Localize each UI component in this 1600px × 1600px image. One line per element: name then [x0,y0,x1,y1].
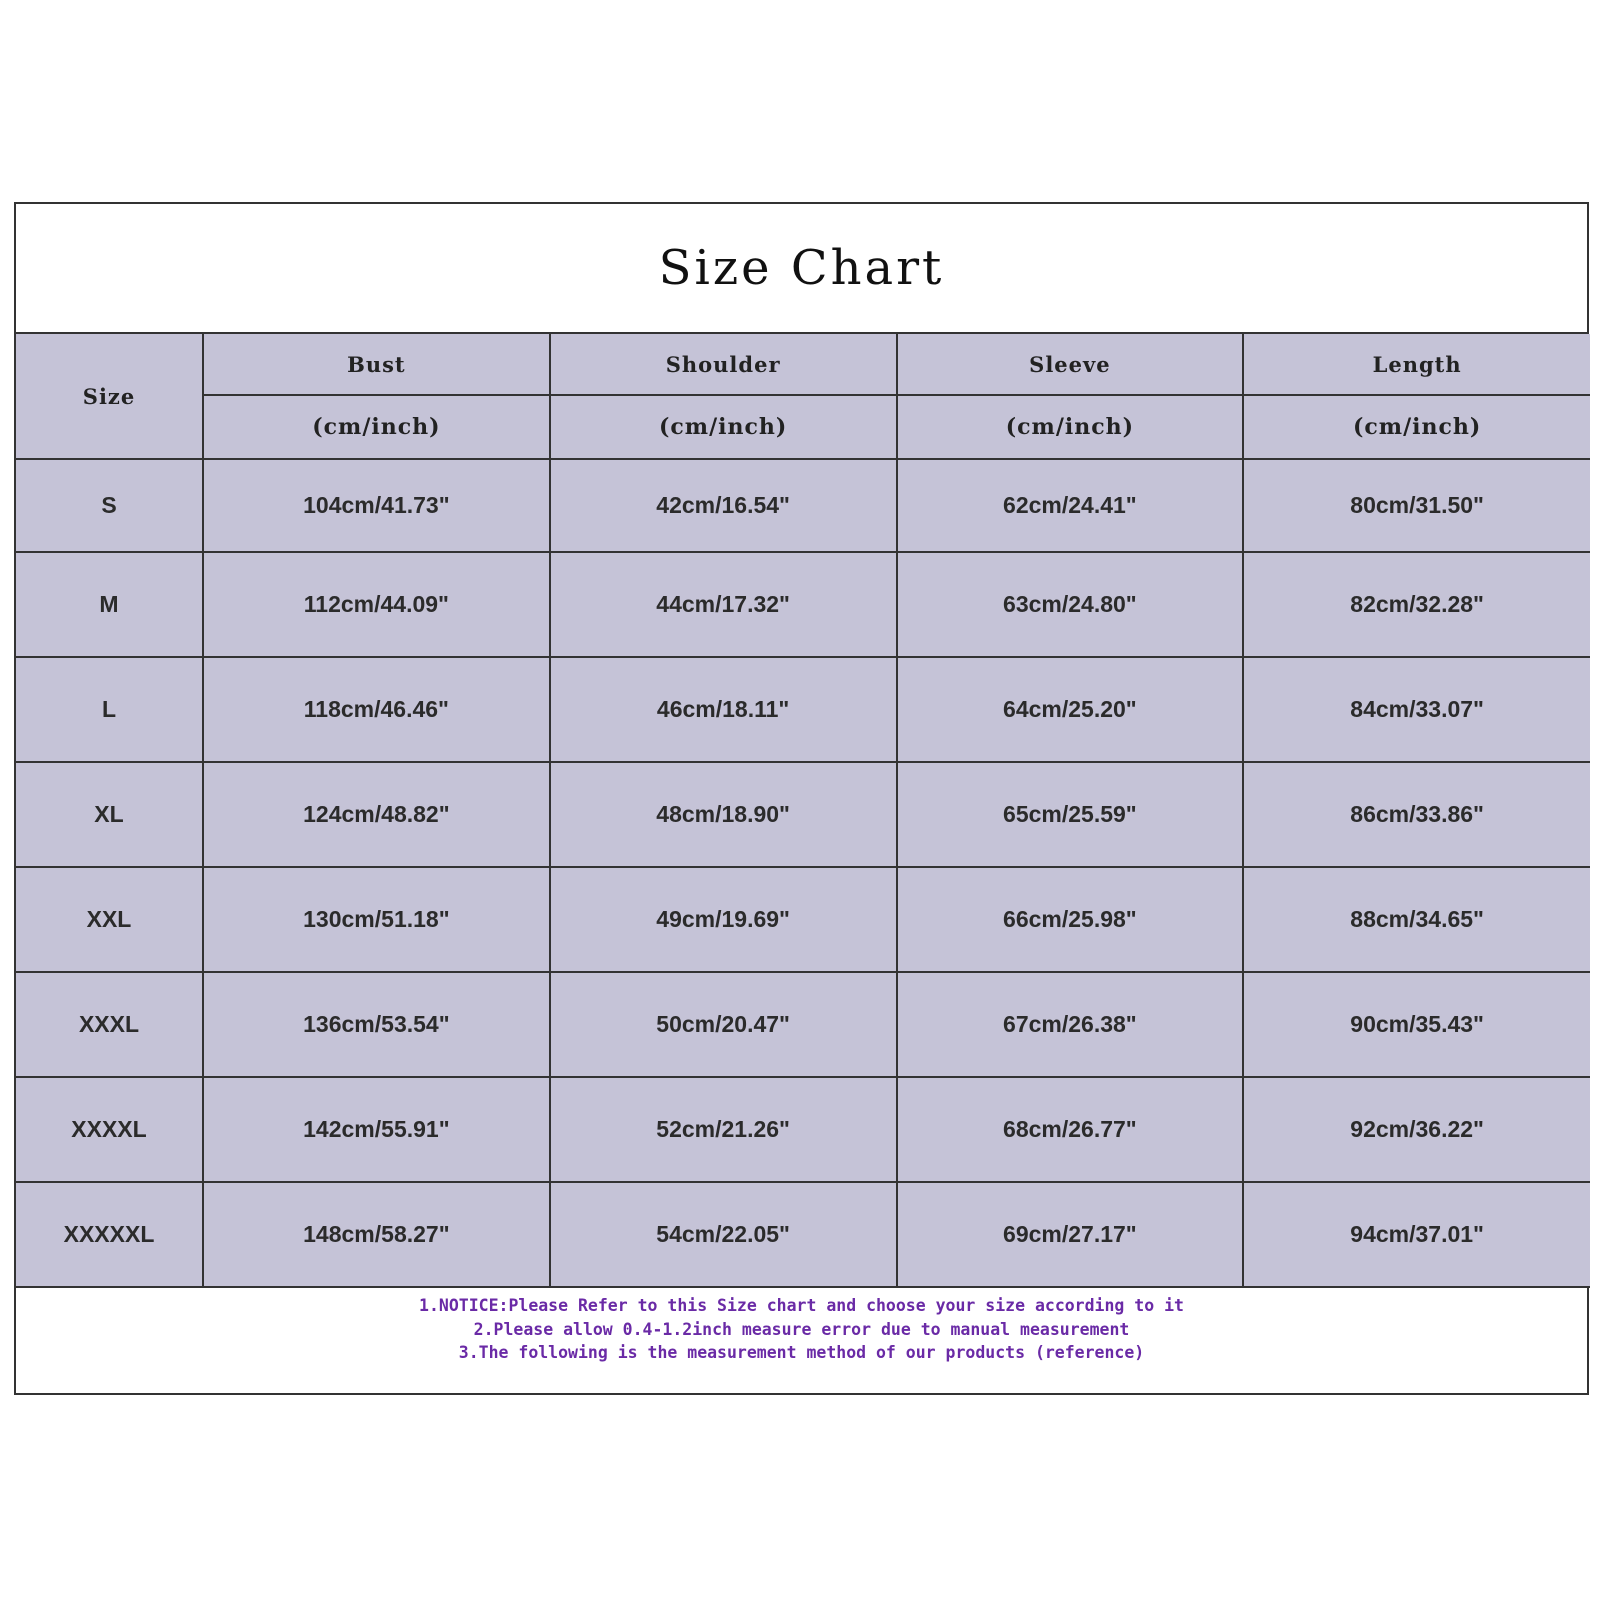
table-row [16,552,1590,657]
length-cell: 90cm/35.43" [1243,972,1590,1077]
size-cell: S [16,459,203,552]
page-title: Size Chart [658,240,945,296]
size-cell: M [16,552,203,657]
bust-cell: 112cm/44.09" [203,552,550,657]
unit-label-bust: (cm/inch) [203,395,550,459]
length-cell: 82cm/32.28" [1243,552,1590,657]
column-header-sleeve: Sleeve [897,334,1244,395]
length-cell: 86cm/33.86" [1243,762,1590,867]
sleeve-cell: 68cm/26.77" [897,1077,1244,1182]
size-cell: XL [16,762,203,867]
table-row [16,762,1590,867]
header-row [16,334,1590,395]
column-header-length: Length [1243,334,1590,395]
shoulder-cell: 46cm/18.11" [550,657,897,762]
size-table [16,334,1590,1288]
table-row [16,657,1590,762]
sleeve-cell: 66cm/25.98" [897,867,1244,972]
length-cell: 94cm/37.01" [1243,1182,1590,1287]
size-cell: XXXL [16,972,203,1077]
note-line: 1.NOTICE:Please Refer to this Size chart and choose your size according to it [419,1296,1184,1315]
shoulder-cell: 44cm/17.32" [550,552,897,657]
length-cell: 88cm/34.65" [1243,867,1590,972]
size-cell: XXXXL [16,1077,203,1182]
shoulder-cell: 48cm/18.90" [550,762,897,867]
table-row [16,1077,1590,1182]
sleeve-cell: 69cm/27.17" [897,1182,1244,1287]
length-cell: 80cm/31.50" [1243,459,1590,552]
bust-cell: 104cm/41.73" [203,459,550,552]
sleeve-cell: 63cm/24.80" [897,552,1244,657]
bust-cell: 124cm/48.82" [203,762,550,867]
shoulder-cell: 49cm/19.69" [550,867,897,972]
bust-cell: 118cm/46.46" [203,657,550,762]
shoulder-cell: 50cm/20.47" [550,972,897,1077]
unit-label-length: (cm/inch) [1243,395,1590,459]
shoulder-cell: 52cm/21.26" [550,1077,897,1182]
table-row [16,1182,1590,1287]
length-cell: 92cm/36.22" [1243,1077,1590,1182]
sleeve-cell: 65cm/25.59" [897,762,1244,867]
bust-cell: 148cm/58.27" [203,1182,550,1287]
size-cell: L [16,657,203,762]
bust-cell: 130cm/51.18" [203,867,550,972]
column-header-size: Size [16,334,203,459]
unit-label-sleeve: (cm/inch) [897,395,1244,459]
size-chart-frame [14,202,1589,1395]
size-cell: XXXXXL [16,1182,203,1287]
note-line: 3.The following is the measurement method of our products (reference) [458,1343,1145,1362]
title-row [16,204,1587,334]
notes-section [16,1288,1587,1389]
unit-label-shoulder: (cm/inch) [550,395,897,459]
column-header-shoulder: Shoulder [550,334,897,395]
bust-cell: 142cm/55.91" [203,1077,550,1182]
unit-row [16,395,1590,459]
shoulder-cell: 54cm/22.05" [550,1182,897,1287]
sleeve-cell: 67cm/26.38" [897,972,1244,1077]
sleeve-cell: 64cm/25.20" [897,657,1244,762]
bust-cell: 136cm/53.54" [203,972,550,1077]
table-row [16,867,1590,972]
length-cell: 84cm/33.07" [1243,657,1590,762]
column-header-bust: Bust [203,334,550,395]
shoulder-cell: 42cm/16.54" [550,459,897,552]
table-row [16,972,1590,1077]
sleeve-cell: 62cm/24.41" [897,459,1244,552]
note-line: 2.Please allow 0.4-1.2inch measure error due to manual measurement [473,1319,1130,1339]
table-row [16,459,1590,552]
size-cell: XXL [16,867,203,972]
